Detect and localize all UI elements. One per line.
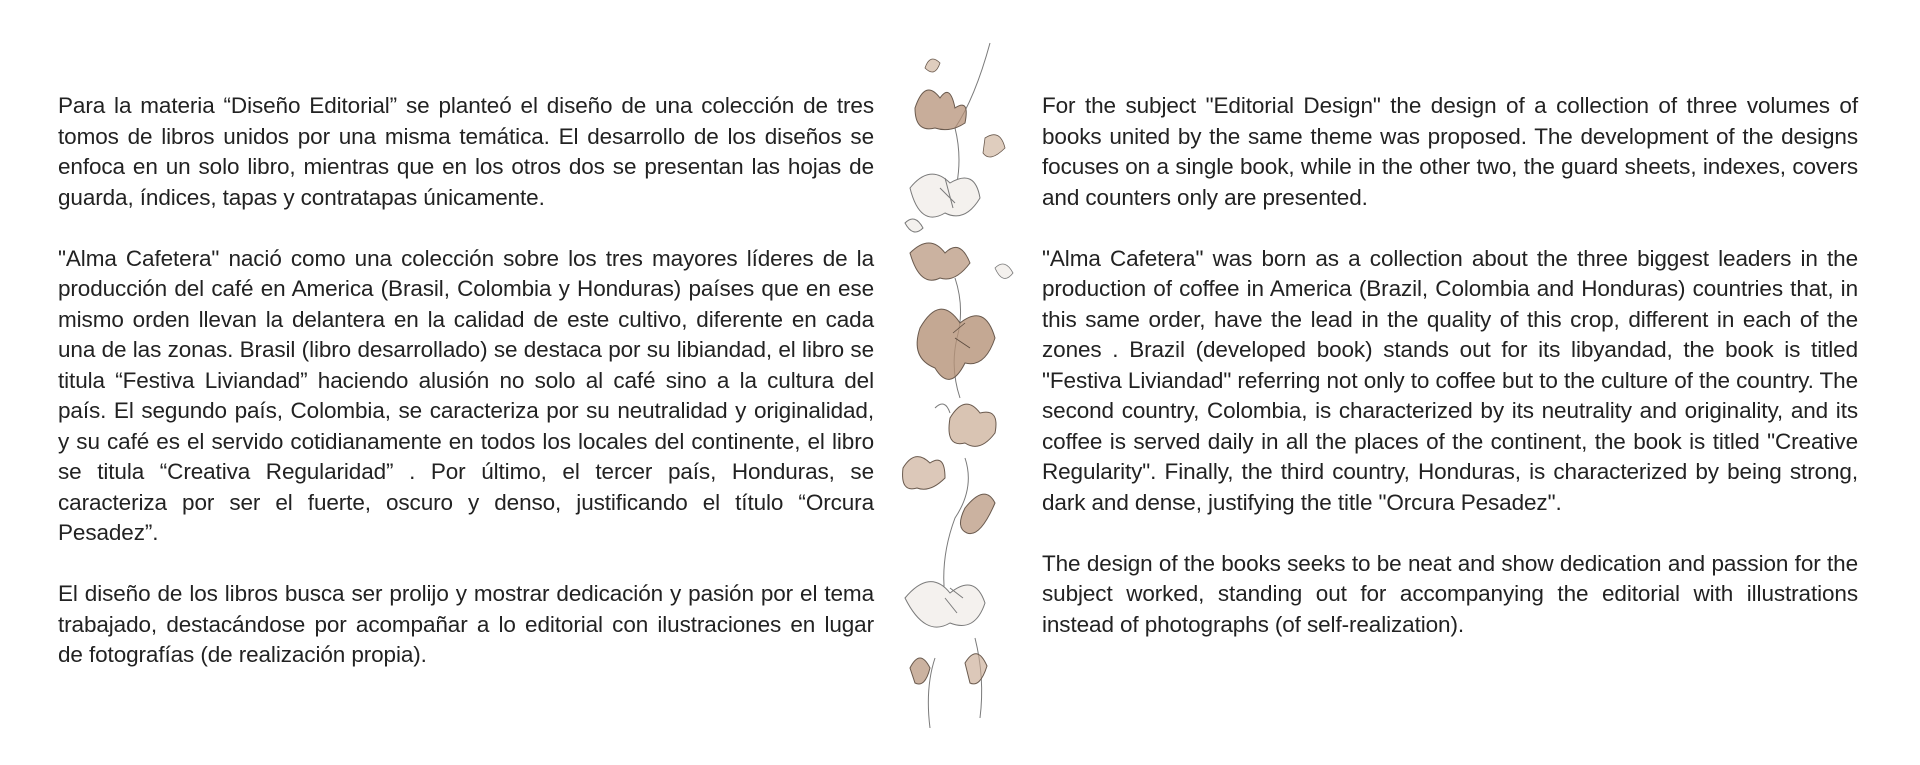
flower-2 bbox=[905, 174, 980, 232]
flower-8 bbox=[910, 654, 987, 684]
english-paragraph-2: "Alma Cafetera" was born as a collection about the three biggest leaders in the production of coffee in America (Brazil, Colombia and Honduras) countries that, in this same order, have the lead in the quality of this crop, different in each of the zones . Brazil (developed book) stands out for its libyandad, the book is titled "Festiva Liviandad" referring not only to coffee but to the culture of the country. The second country, Colombia, is characterized by its neutrality and originality, and its coffee is served daily in all the places of the continent, the book is titled "Creative Regularity". Finally, the third country, Honduras, is characterized by being strong, dark and dense, justifying the title "Orcura Pesadez". bbox=[1042, 245, 1858, 515]
spanish-paragraph-1: Para la materia “Diseño Editorial” se planteó el diseño de una colección de tres tomos de libros unidos por una misma temática. El desarrollo de los diseños se enfoca en un solo libro, mientras que en los otros dos se presentan las hojas de guarda, índices, tapas y contratapas únicamente. bbox=[58, 93, 874, 210]
english-paragraph-3: The design of the books seeks to be neat and show dedication and passion for the subject worked, standing out for accompanying the editorial with illustrations instead of photographs (of self-realization). bbox=[1042, 550, 1858, 637]
flower-6 bbox=[903, 457, 995, 534]
spanish-text-column bbox=[58, 91, 874, 701]
flower-5 bbox=[935, 404, 996, 446]
coffee-flower-illustration-icon bbox=[895, 38, 1030, 728]
spanish-paragraph-3: El diseño de los libros busca ser prolijo y mostrar dedicación y pasión por el tema trabajado, destacándose por acompañar a lo editorial con ilustraciones en lugar de fotografías (de realización propia). bbox=[58, 581, 874, 667]
flower-3 bbox=[910, 243, 1013, 280]
flower-1 bbox=[915, 59, 1005, 157]
spanish-paragraph-2: "Alma Cafetera" nació como una colección sobre los tres mayores líderes de la producción del café en America (Brasil, Colombia y Honduras) países que en ese mismo orden llevan la delantera en la calidad de este cultivo, diferente en cada una de las zonas. Brasil (libro desarrollado) se destaca por su libiandad, el libro se titula “Festiva Liviandad” haciendo alusión no solo al café sino a la cultura del país. El segundo país, Colombia, se caracteriza por su neutralidad y originalidad, y su café es el servido cotidianamente en todos los locales del continente, el libro se titula “Creativa Regularidad” . Por último, el tercer país, Honduras, se caracteriza por ser el fuerte, oscuro y denso, justificando el título “Orcura Pesadez”. bbox=[58, 245, 874, 545]
flower-4 bbox=[917, 309, 995, 379]
flower-7 bbox=[905, 582, 985, 627]
english-text-column bbox=[1042, 91, 1858, 671]
english-paragraph-1: For the subject "Editorial Design" the design of a collection of three volumes of books united by the same theme was proposed. The development of the designs focuses on a single book, while in the other two, the guard sheets, indexes, covers and counters only are presented. bbox=[1042, 93, 1858, 210]
